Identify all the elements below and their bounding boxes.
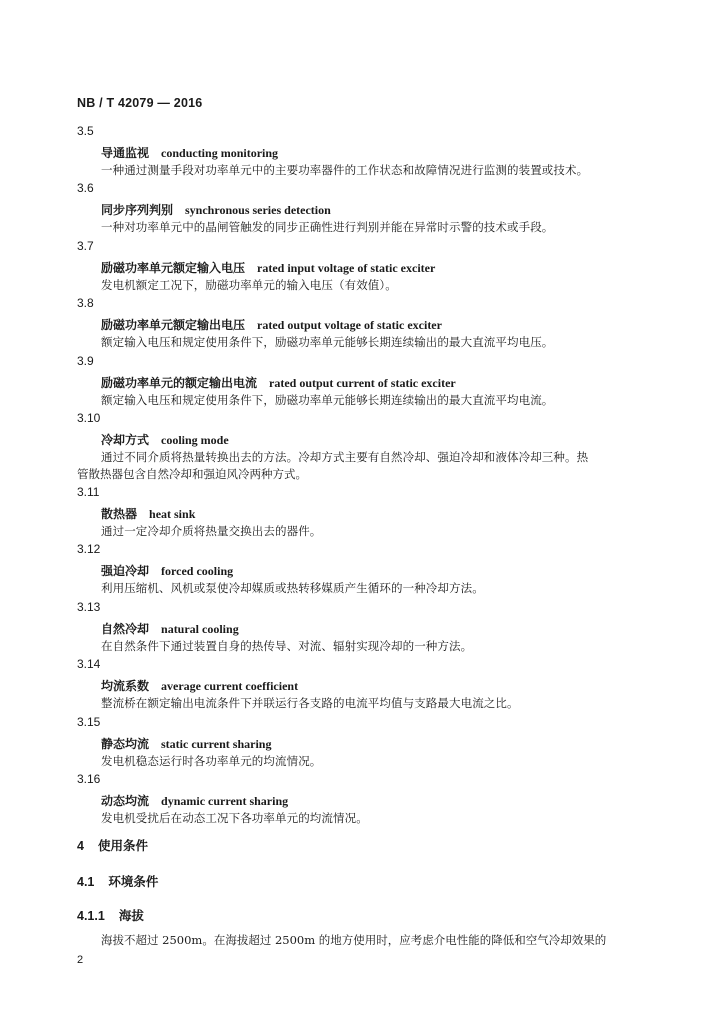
- term-definition: 通过一定冷却介质将热量交换出去的器件。: [101, 523, 322, 538]
- term-entry: [0, 542, 724, 599]
- term-number: 3.5: [77, 124, 94, 138]
- section-number: 4.1: [77, 875, 95, 889]
- term-definition: 在自然条件下通过装置自身的热传导、对流、辐射实现冷却的一种方法。: [101, 638, 473, 653]
- term-title-zh: 均流系数: [101, 679, 150, 694]
- term-title-zh: 同步序列判别: [101, 203, 174, 218]
- term-definition: 发电机稳态运行时各功率单元的均流情况。: [101, 753, 322, 768]
- section-number: 4: [77, 839, 84, 853]
- term-definition: 利用压缩机、风机或泵使冷却媒质或热转移媒质产生循环的一种冷却方法。: [101, 581, 484, 596]
- term-definition: 额定输入电压和规定使用条件下，励磁功率单元能够长期连续输出的最大直流平均电压。: [101, 335, 554, 350]
- term-title: [101, 144, 278, 161]
- page-number: 2: [77, 954, 84, 966]
- section-title: 环境条件: [108, 875, 159, 889]
- term-title-en: dynamic current sharing: [161, 793, 289, 808]
- term-entry: [0, 772, 724, 829]
- term-title-zh: 励磁功率单元额定输入电压: [101, 260, 246, 275]
- term-list: [0, 124, 724, 829]
- document-header: NB / T 42079 — 2016: [77, 96, 203, 110]
- term-title-en: heat sink: [149, 506, 196, 521]
- term-definition: 一种通过测量手段对功率单元中的主要功率器件的工作状态和故障情况进行监测的装置或技术。: [101, 163, 589, 177]
- term-entry: [0, 715, 724, 772]
- term-definition: 发电机额定工况下，励磁功率单元的输入电压（有效值）。: [101, 277, 397, 292]
- term-title-zh: 动态均流: [101, 793, 150, 808]
- term-title: [101, 677, 298, 694]
- term-number: 3.9: [77, 353, 94, 368]
- term-title-zh: 强迫冷却: [101, 564, 150, 579]
- term-title-zh: 励磁功率单元额定输出电压: [101, 318, 246, 333]
- section-title: 海拔: [118, 909, 144, 923]
- term-title: [101, 620, 239, 637]
- term-entry: [0, 485, 724, 542]
- term-entry: [0, 411, 724, 485]
- term-number: 3.6: [77, 181, 94, 196]
- term-title-en: natural cooling: [161, 621, 239, 636]
- term-title-en: rated output voltage of static exciter: [257, 318, 442, 333]
- term-title: [101, 316, 442, 333]
- term-title-en: rated output current of static exciter: [269, 375, 456, 390]
- term-definition: 一种对功率单元中的晶闸管触发的同步正确性进行判别并能在异常时示警的技术或手段。: [101, 220, 554, 235]
- term-title-zh: 励磁功率单元的额定输出电流: [101, 375, 258, 390]
- term-definition-continued: 管散热器包含自然冷却和强迫风冷两种方式。: [77, 466, 307, 481]
- term-title-en: conducting monitoring: [161, 146, 279, 160]
- term-title: [101, 201, 331, 218]
- term-title-en: static current sharing: [161, 736, 272, 751]
- term-title-en: average current coefficient: [161, 679, 299, 694]
- term-definition: 发电机受扰后在动态工况下各功率单元的均流情况。: [101, 810, 368, 825]
- section-heading: [77, 836, 148, 854]
- term-entry: [0, 239, 724, 296]
- term-title-zh: 散热器: [101, 506, 138, 521]
- term-number: 3.12: [77, 542, 101, 557]
- term-title: [101, 505, 195, 522]
- term-entry: [0, 354, 724, 411]
- term-definition: 额定输入电压和规定使用条件下，励磁功率单元能够长期连续输出的最大直流平均电流。: [101, 392, 554, 407]
- term-number: 3.16: [77, 771, 101, 786]
- term-title: [101, 735, 271, 752]
- term-entry: [0, 600, 724, 657]
- term-title-en: rated input voltage of static exciter: [257, 260, 436, 275]
- term-entry: [0, 124, 724, 181]
- term-number: 3.13: [77, 599, 101, 614]
- term-number: 3.14: [77, 657, 101, 672]
- term-title: [101, 562, 233, 579]
- term-number: 3.8: [77, 296, 94, 311]
- section-number: 4.1.1: [77, 909, 105, 923]
- term-title-zh: 导通监视: [101, 146, 150, 160]
- term-title: [101, 792, 288, 809]
- term-title-en: forced cooling: [161, 564, 234, 579]
- subsubsection-heading: [77, 906, 144, 924]
- term-definition: 通过不同介质将热量转换出去的方法。冷却方式主要有自然冷却、强迫冷却和液体冷却三种。热: [101, 449, 589, 464]
- term-title-zh: 静态均流: [101, 736, 150, 751]
- body-paragraph: 海拔不超过 2500m。在海拔超过 2500m 的地方使用时，应考虑介电性能的降低和空气冷却效果的: [101, 933, 607, 947]
- section-title: 使用条件: [97, 839, 148, 853]
- term-title: [101, 259, 435, 276]
- term-title: [101, 374, 456, 391]
- term-entry: [0, 657, 724, 714]
- term-definition: 整流桥在额定输出电流条件下并联运行各支路的电流平均值与支路最大电流之比。: [101, 696, 519, 711]
- term-number: 3.11: [77, 484, 100, 499]
- term-number: 3.10: [77, 410, 101, 425]
- term-entry: [0, 296, 724, 353]
- term-title-en: cooling mode: [161, 432, 229, 447]
- subsection-heading: [77, 872, 158, 890]
- term-title-en: synchronous series detection: [185, 203, 331, 218]
- term-title: [101, 431, 229, 448]
- term-number: 3.7: [77, 238, 94, 253]
- term-entry: [0, 181, 724, 238]
- term-number: 3.15: [77, 714, 101, 729]
- term-title-zh: 冷却方式: [101, 432, 150, 447]
- term-title-zh: 自然冷却: [101, 621, 150, 636]
